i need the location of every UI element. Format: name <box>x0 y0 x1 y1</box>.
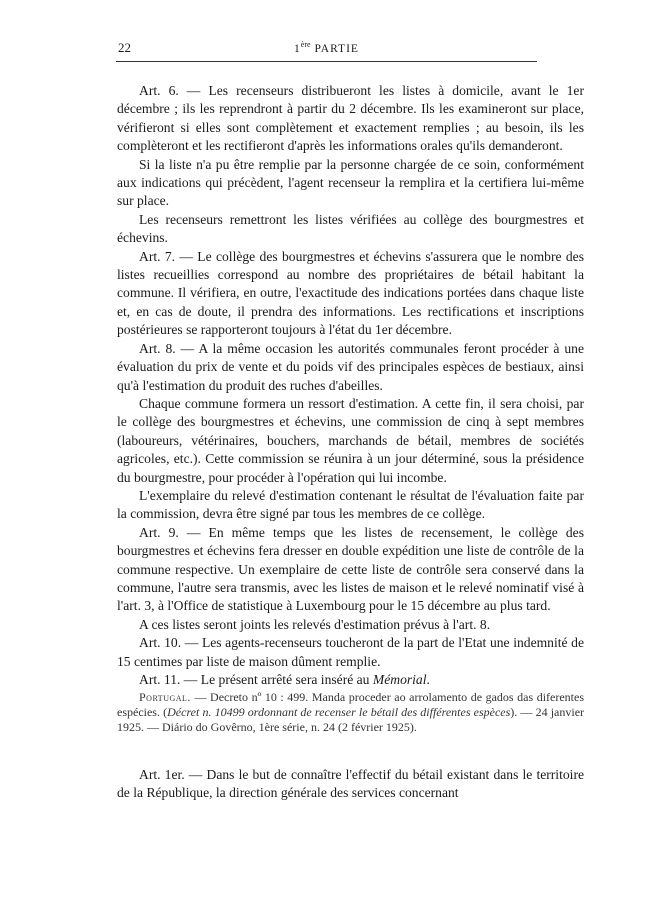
paragraph-ces-listes: A ces listes seront joints les relevés d'estimation prévus à l'art. 8. <box>139 616 491 632</box>
part-word: PARTIE <box>314 42 359 55</box>
note-text-b: ). — 24 janvier 1925. — Diário do Govêrno, 1ère série, n. 24 (2 février 1925). <box>117 705 585 735</box>
art-11-end: . <box>426 672 430 687</box>
paragraph-art-8: Art. 8. — A la même occasion les autorités communales feront procéder à une évaluation du prix de vente et du poids vif des principales espèces de bestiaux, ainsi qu'à l'estimation du produit des ruches d'abeilles. <box>117 340 584 393</box>
note-text-a: — Decreto nº 10 : 499. Manda proceder ao arrolamento de gados das diferentes espécies. ( <box>117 690 584 720</box>
paragraph-exemplaire-releve: L'exemplaire du relevé d'estimation contenant le résultat de l'évaluation faite par la commission, devra être signé par tous les membres de ce collège. <box>117 487 584 522</box>
page-header <box>118 40 535 60</box>
note-paragraph <box>117 690 584 736</box>
paragraph-liste-remplie: Si la liste n'a pu être remplie par la personne chargée de ce soin, conformément aux indications qui précèdent, l'agent recenseur la remplira et la certifiera lui-même sur place. <box>117 156 584 209</box>
note-country: Portugal. <box>139 690 191 704</box>
page-number: 22 <box>118 40 131 55</box>
paragraph-art-9: Art. 9. — En même temps que les listes de recensement, le collège des bourgmestres et échevins fera dresser en double expédition une liste de contrôle de la commune respective. Un exemplaire de cette liste de contrôle sera conservé dans la commune, l'autre sera transmis, avec les listes de maison et le relevé nominatif visé à l'art. 3, à l'Office de statistique à Luxembourg pour le 15 décembre au plus tard. <box>117 524 584 614</box>
paragraph-art-6: Art. 6. — Les recenseurs distribueront les listes à domicile, avant le 1er décembre ; ils les reprendront à partir du 2 décembre. Ils les examineront sur place, vérifieront si elles sont complètement et exactement remplies ; au besoin, ils les complèteront et les rectifieront d'après les informations orales qu'ils demanderont. <box>117 83 584 154</box>
paragraph-chaque-commune: Chaque commune formera un ressort d'estimation. A cette fin, il sera choisi, par le collège des bourgmestres et échevins, une commission de cinq à sept membres (laboureurs, vétérinaires, bouchers, marchands de bétail, membres de sociétés agricoles, etc.). Cette commission se réunira à un jour déterminé, sous la présidence du bourgmestre, pour procéder à l'opération qui lui incombe. <box>117 395 584 485</box>
paragraph-art-10: Art. 10. — Les agents-recenseurs toucheront de la part de l'Etat une indemnité de 15 centimes par liste de maison dûment remplie. <box>117 635 584 669</box>
art-11-text: Art. 11. — Le présent arrêté sera inséré au <box>139 672 373 687</box>
running-title <box>118 40 535 55</box>
paragraph-recenseurs-remettront: Les recenseurs remettront les listes vérifiées au collège des bourgmestres et échevins. <box>117 211 584 246</box>
bottom-text <box>117 766 584 803</box>
paragraph-art-7: Art. 7. — Le collège des bourgmestres et échevins s'assurera que le nombre des listes recueillies correspond au nombre des propriétaires de bétail habitant la commune. Il vérifiera, en outre, l'exactitude des indications portées dans chaque liste et, en cas de doute, il prendra des informations. Les rectifications et inscriptions postérieures se rapporteront toujours à l'état du 1er décembre. <box>117 248 584 338</box>
note-italic-title: Décret n. 10499 ordonnant de recenser le bétail des différentes espèces <box>167 705 511 720</box>
header-rule <box>116 61 537 62</box>
part-ordinal-suffix: ère <box>300 40 311 49</box>
paragraph-art-11 <box>117 671 584 689</box>
paragraph-art-1: Art. 1er. — Dans le but de connaître l'effectif du bétail existant dans le territoire de la République, la direction générale des services concernant <box>117 767 584 801</box>
memorial-title: Mémorial <box>372 672 427 687</box>
source-note <box>117 690 584 736</box>
main-text <box>117 82 584 689</box>
part-ordinal: 1 <box>294 42 301 55</box>
